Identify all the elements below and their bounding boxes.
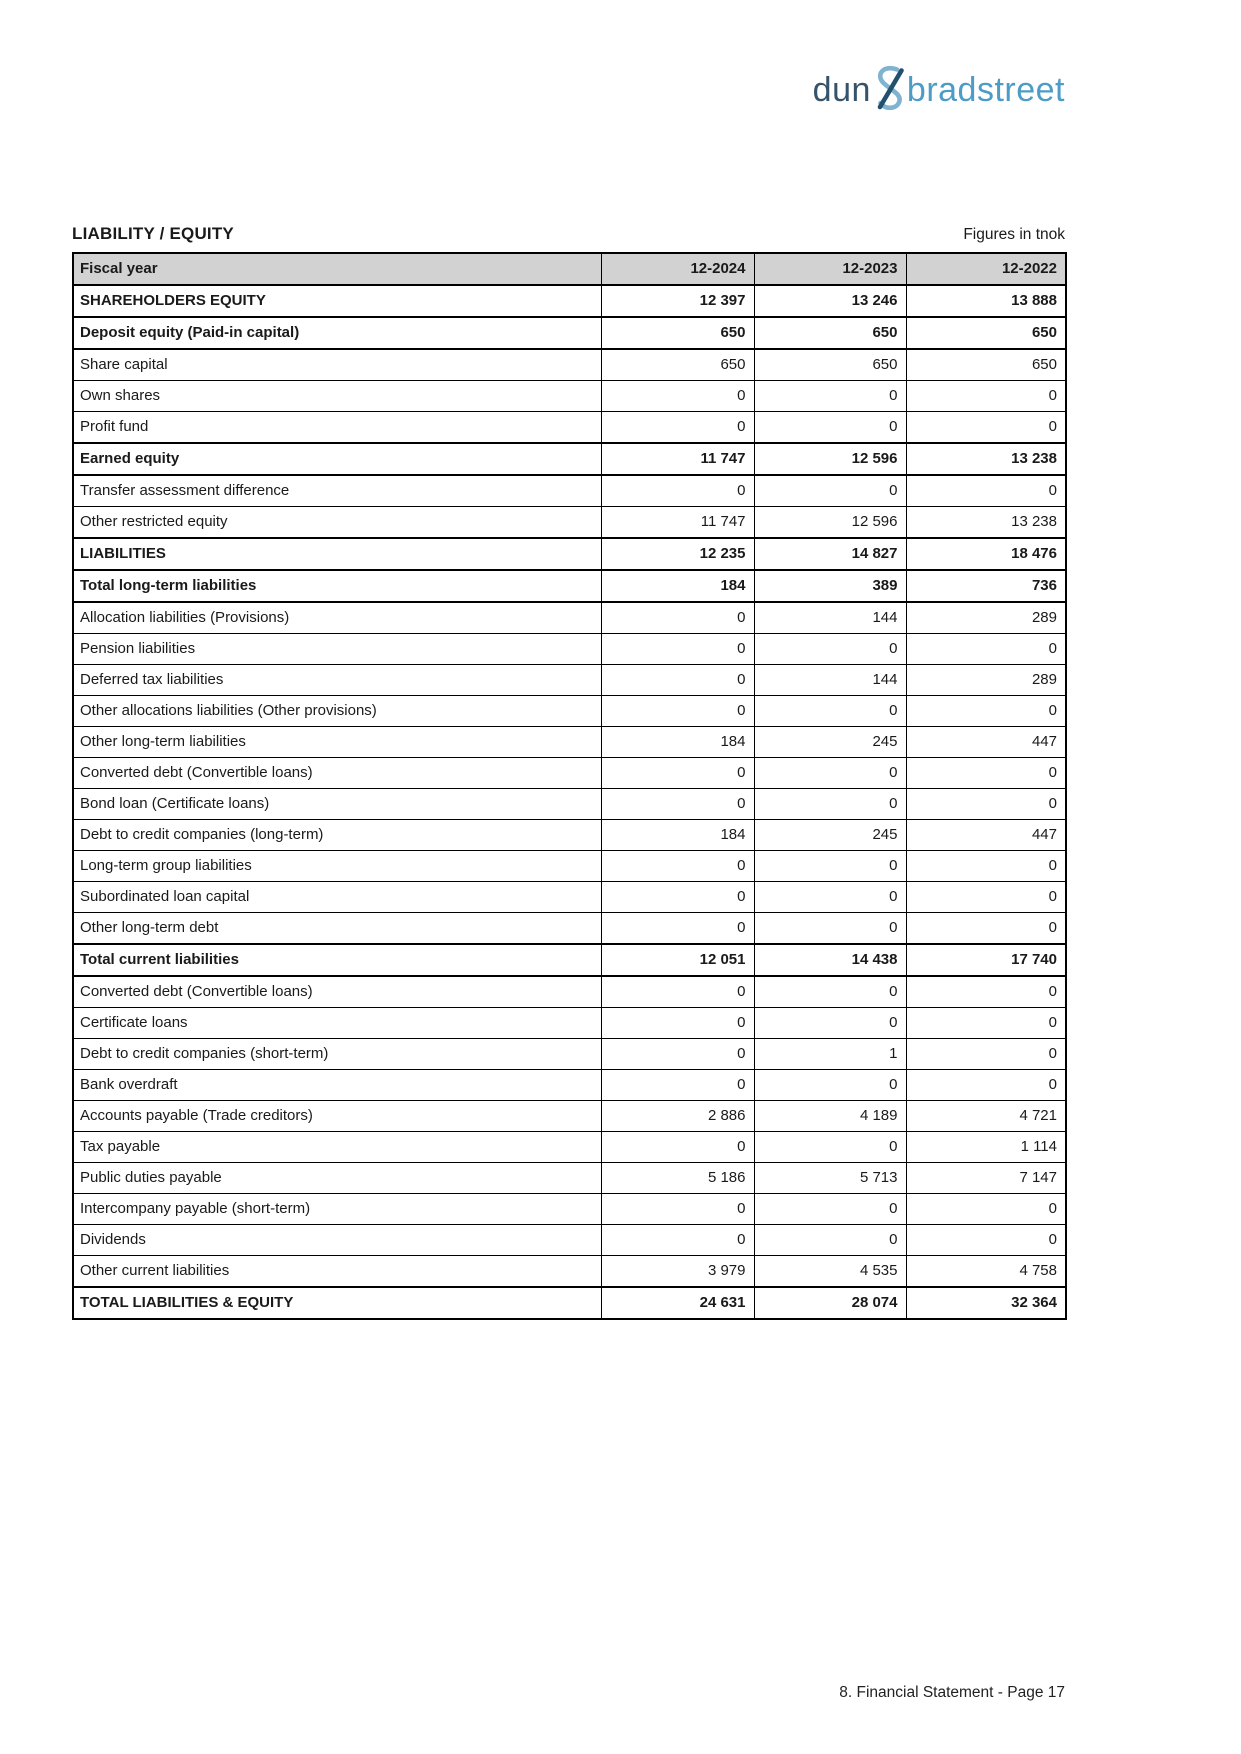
row-value: 0 (601, 412, 754, 444)
row-label: Other allocations liabilities (Other provisions) (73, 696, 601, 727)
row-value: 0 (754, 789, 906, 820)
row-value: 0 (754, 1194, 906, 1225)
row-value: 0 (601, 913, 754, 945)
table-row (73, 317, 1066, 349)
row-value: 144 (754, 665, 906, 696)
logo-word-bradstreet: bradstreet (906, 71, 1065, 109)
page-footer: 8. Financial Statement - Page 17 (839, 1684, 1065, 1701)
row-value: 13 888 (906, 285, 1066, 317)
table-row (73, 443, 1066, 475)
row-label: Total current liabilities (73, 944, 601, 976)
row-value: 0 (754, 1225, 906, 1256)
table-row (73, 851, 1066, 882)
row-label: Dividends (73, 1225, 601, 1256)
row-value: 5 713 (754, 1163, 906, 1194)
row-label: Public duties payable (73, 1163, 601, 1194)
table-row (73, 1070, 1066, 1101)
header-band (72, 224, 1065, 244)
row-value: 4 721 (906, 1101, 1066, 1132)
table-row (73, 349, 1066, 381)
row-value: 3 979 (601, 1256, 754, 1288)
row-value: 144 (754, 602, 906, 634)
row-value: 13 238 (906, 443, 1066, 475)
row-value: 650 (601, 317, 754, 349)
ampersand-icon (872, 66, 906, 110)
row-value: 0 (601, 882, 754, 913)
page-title: LIABILITY / EQUITY (72, 224, 234, 243)
row-value: 245 (754, 820, 906, 851)
row-value: 32 364 (906, 1287, 1066, 1319)
row-value: 0 (906, 758, 1066, 789)
row-value: 0 (601, 1132, 754, 1163)
row-value: 4 758 (906, 1256, 1066, 1288)
row-value: 0 (601, 758, 754, 789)
table-row (73, 820, 1066, 851)
row-value: 0 (906, 1070, 1066, 1101)
row-label: Own shares (73, 381, 601, 412)
row-value: 0 (601, 381, 754, 412)
row-value: 0 (754, 381, 906, 412)
row-label: Long-term group liabilities (73, 851, 601, 882)
row-value: 28 074 (754, 1287, 906, 1319)
table-row (73, 507, 1066, 539)
row-value: 13 238 (906, 507, 1066, 539)
row-value: 0 (601, 1070, 754, 1101)
table-row (73, 882, 1066, 913)
table-row (73, 758, 1066, 789)
table-row (73, 381, 1066, 412)
row-value: 4 535 (754, 1256, 906, 1288)
table-row (73, 1008, 1066, 1039)
row-value: 0 (906, 696, 1066, 727)
row-value: 0 (906, 913, 1066, 945)
row-label: Allocation liabilities (Provisions) (73, 602, 601, 634)
row-value: 1 114 (906, 1132, 1066, 1163)
row-value: 0 (601, 1225, 754, 1256)
table-row (73, 570, 1066, 602)
row-value: 0 (754, 758, 906, 789)
table-row (73, 913, 1066, 945)
row-value: 650 (906, 317, 1066, 349)
row-value: 650 (754, 349, 906, 381)
table-row (73, 634, 1066, 665)
column-header-2022: 12-2022 (906, 253, 1066, 285)
table-row (73, 944, 1066, 976)
row-value: 12 051 (601, 944, 754, 976)
column-header-2023: 12-2023 (754, 253, 906, 285)
row-value: 0 (601, 1008, 754, 1039)
row-label: Converted debt (Convertible loans) (73, 976, 601, 1008)
table-row (73, 285, 1066, 317)
row-value: 0 (754, 696, 906, 727)
row-value: 0 (754, 412, 906, 444)
row-value: 0 (601, 665, 754, 696)
table-header-row (73, 253, 1066, 285)
row-value: 447 (906, 820, 1066, 851)
row-value: 14 827 (754, 538, 906, 570)
row-label: Other long-term liabilities (73, 727, 601, 758)
row-label: Certificate loans (73, 1008, 601, 1039)
row-label: Other restricted equity (73, 507, 601, 539)
row-value: 0 (754, 913, 906, 945)
row-value: 736 (906, 570, 1066, 602)
row-value: 5 186 (601, 1163, 754, 1194)
row-value: 0 (754, 976, 906, 1008)
row-value: 18 476 (906, 538, 1066, 570)
liability-equity-table (72, 252, 1067, 1320)
row-value: 184 (601, 820, 754, 851)
row-value: 0 (601, 851, 754, 882)
logo-word-dun: dun (812, 71, 871, 109)
row-value: 0 (906, 789, 1066, 820)
dun-and-bradstreet-logo (813, 68, 1065, 112)
table-row (73, 789, 1066, 820)
row-label: Total long-term liabilities (73, 570, 601, 602)
table-row (73, 1287, 1066, 1319)
row-value: 650 (906, 349, 1066, 381)
table-row (73, 1101, 1066, 1132)
row-value: 0 (601, 1039, 754, 1070)
row-label: Converted debt (Convertible loans) (73, 758, 601, 789)
row-value: 0 (754, 1132, 906, 1163)
row-value: 0 (906, 1039, 1066, 1070)
row-value: 0 (906, 475, 1066, 507)
table-row (73, 1256, 1066, 1288)
row-value: 13 246 (754, 285, 906, 317)
table-row (73, 1163, 1066, 1194)
row-label: Tax payable (73, 1132, 601, 1163)
row-value: 12 235 (601, 538, 754, 570)
row-label: Earned equity (73, 443, 601, 475)
row-value: 0 (906, 1194, 1066, 1225)
row-value: 0 (601, 789, 754, 820)
row-value: 0 (754, 882, 906, 913)
row-label: Profit fund (73, 412, 601, 444)
row-label: Deposit equity (Paid-in capital) (73, 317, 601, 349)
row-value: 650 (754, 317, 906, 349)
table-row (73, 538, 1066, 570)
row-value: 0 (754, 1070, 906, 1101)
row-value: 12 596 (754, 443, 906, 475)
row-value: 0 (754, 851, 906, 882)
row-value: 289 (906, 602, 1066, 634)
row-value: 389 (754, 570, 906, 602)
row-value: 0 (601, 602, 754, 634)
row-label: Share capital (73, 349, 601, 381)
row-value: 0 (601, 976, 754, 1008)
row-value: 0 (754, 634, 906, 665)
row-value: 0 (906, 412, 1066, 444)
row-value: 2 886 (601, 1101, 754, 1132)
row-value: 17 740 (906, 944, 1066, 976)
table-row (73, 1225, 1066, 1256)
row-value: 0 (601, 475, 754, 507)
table-row (73, 1132, 1066, 1163)
row-label: Deferred tax liabilities (73, 665, 601, 696)
row-value: 0 (906, 381, 1066, 412)
row-value: 245 (754, 727, 906, 758)
row-label: Other long-term debt (73, 913, 601, 945)
row-value: 0 (754, 475, 906, 507)
table-row (73, 1039, 1066, 1070)
row-value: 4 189 (754, 1101, 906, 1132)
row-value: 0 (906, 976, 1066, 1008)
row-value: 0 (601, 696, 754, 727)
row-value: 289 (906, 665, 1066, 696)
row-label: Bank overdraft (73, 1070, 601, 1101)
row-value: 12 596 (754, 507, 906, 539)
row-label: Transfer assessment difference (73, 475, 601, 507)
row-label: Pension liabilities (73, 634, 601, 665)
row-label: Debt to credit companies (long-term) (73, 820, 601, 851)
row-value: 184 (601, 727, 754, 758)
row-value: 7 147 (906, 1163, 1066, 1194)
column-header-2024: 12-2024 (601, 253, 754, 285)
table-row (73, 475, 1066, 507)
row-value: 0 (601, 634, 754, 665)
row-value: 14 438 (754, 944, 906, 976)
table-row (73, 412, 1066, 444)
table-row (73, 665, 1066, 696)
row-value: 0 (906, 1008, 1066, 1039)
row-label: TOTAL LIABILITIES & EQUITY (73, 1287, 601, 1319)
row-value: 0 (906, 851, 1066, 882)
row-value: 0 (906, 1225, 1066, 1256)
row-value: 11 747 (601, 507, 754, 539)
row-label: Other current liabilities (73, 1256, 601, 1288)
row-label: Accounts payable (Trade creditors) (73, 1101, 601, 1132)
table-row (73, 1194, 1066, 1225)
row-value: 0 (906, 882, 1066, 913)
row-value: 0 (754, 1008, 906, 1039)
table-row (73, 602, 1066, 634)
row-value: 650 (601, 349, 754, 381)
row-label: Subordinated loan capital (73, 882, 601, 913)
row-label: Debt to credit companies (short-term) (73, 1039, 601, 1070)
row-value: 24 631 (601, 1287, 754, 1319)
figures-unit-note: Figures in tnok (963, 226, 1065, 243)
row-label: SHAREHOLDERS EQUITY (73, 285, 601, 317)
row-value: 11 747 (601, 443, 754, 475)
row-value: 447 (906, 727, 1066, 758)
row-label: LIABILITIES (73, 538, 601, 570)
row-label: Intercompany payable (short-term) (73, 1194, 601, 1225)
row-value: 184 (601, 570, 754, 602)
row-value: 0 (601, 1194, 754, 1225)
row-value: 1 (754, 1039, 906, 1070)
row-label: Bond loan (Certificate loans) (73, 789, 601, 820)
row-value: 12 397 (601, 285, 754, 317)
column-header-fiscal-year: Fiscal year (73, 253, 601, 285)
table-row (73, 727, 1066, 758)
table-row (73, 976, 1066, 1008)
row-value: 0 (906, 634, 1066, 665)
table-row (73, 696, 1066, 727)
